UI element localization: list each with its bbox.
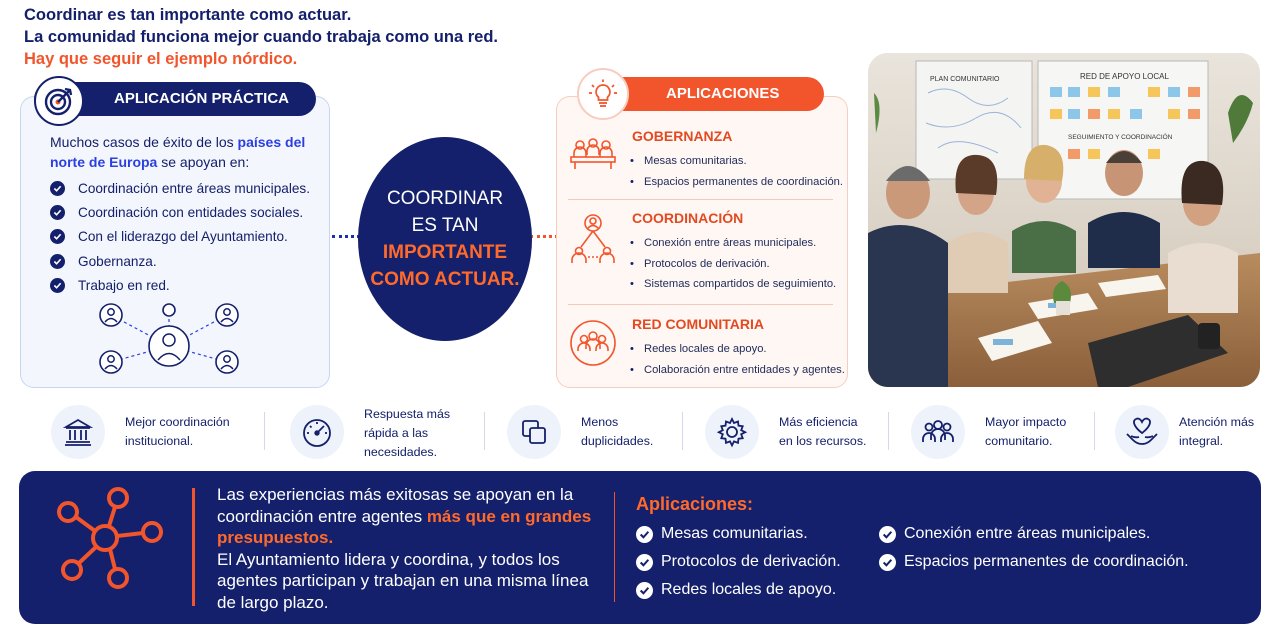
separator [682,412,683,450]
band-divider [192,488,195,606]
connector-right [530,235,558,238]
application-title: RED COMUNITARIA [632,316,764,332]
band-divider [614,492,615,602]
application-item: • Protocolos de derivación. [630,254,840,275]
applications-title: APLICACIONES [584,77,824,111]
check-icon [879,554,896,571]
application-item: • Espacios permanentes de coordinación. [630,172,840,193]
application-community-network [568,316,845,382]
band-statement [217,484,597,613]
list-item-label: Con el liderazgo del Ayuntamiento. [78,229,288,245]
intro-text-start: Muchos casos de éxito de los [50,134,238,150]
band-text-start: Las experiencias más exitosas se apoyan en la coordinación entre agentes [217,485,574,526]
benefit-line: Más eficiencia [779,415,858,429]
check-icon [50,229,65,244]
application-item: • Mesas comunitarias. [630,151,840,172]
application-title: GOBERNANZA [632,128,733,144]
list-item-label: Gobernanza. [78,253,157,269]
band-application-item [636,525,808,543]
check-icon [50,278,65,293]
benefit-item [507,402,653,462]
benefit-line: integral. [1179,434,1224,448]
benefit-item [705,402,866,462]
network-hub-icon [48,486,168,595]
check-icon [636,554,653,571]
header [24,4,498,70]
institution-icon [51,405,105,459]
intro-highlight: países del norte de Europa [50,134,306,170]
divider [568,304,833,305]
benefit-line: necesidades. [364,444,438,459]
application-item: • Colaboración entre entidades y agentes. [630,360,840,381]
overlap-squares-icon [507,405,561,459]
list-item [50,249,310,273]
speedometer-icon [290,405,344,459]
people-network-icon [95,300,245,385]
application-item: • Redes locales de apoyo. [630,339,840,360]
application-title: COORDINACIÓN [632,210,744,226]
separator [888,412,889,450]
board-label: RED DE APOYO LOCAL [1080,72,1169,81]
separator [264,412,265,450]
band-application-label: Protocolos de derivación. [661,553,841,570]
check-icon [50,205,65,220]
band-application-label: Redes locales de apoyo. [661,581,837,598]
check-icon [50,254,65,269]
benefit-item [911,402,1066,462]
people-group-icon [911,405,965,459]
center-line-4: COMO ACTUAR. [370,269,520,290]
band-application-item [636,581,836,599]
check-icon [636,526,653,543]
band-application-label: Mesas comunitarias. [661,525,808,542]
benefit-item [290,402,450,462]
list-item [50,273,310,297]
check-icon [636,582,653,599]
list-item-label: Trabajo en red. [78,277,170,293]
check-icon [879,526,896,543]
meeting-photo [868,53,1260,387]
application-item: • Sistemas compartidos de seguimiento. [630,274,840,295]
header-line-1: Coordinar es tan importante como actuar. [24,6,352,24]
board-label: PLAN COMUNITARIO [930,76,1000,83]
intro-text-end: se apoyan en: [157,154,250,170]
benefit-line: duplicidades. [581,434,654,448]
center-statement [358,137,532,341]
center-line-1: COORDINAR [386,188,504,209]
heart-hands-icon [1115,405,1169,459]
board-label: SEGUIMIENTO Y COORDINACIÓN [1068,134,1173,141]
benefit-line: Mejor coordinación [125,415,230,429]
connector-left [332,235,360,238]
divider [568,199,833,200]
practical-intro [50,132,320,172]
band-text-highlight: más que en grandes presupuestos. [217,506,592,547]
band-text-end: El Ayuntamiento lidera y coordina, y todos los agentes participan y trabajan en una misma línea de largo plazo. [217,549,589,612]
band-application-item [879,553,1189,571]
benefit-line: en los recursos. [779,434,867,448]
practical-list [50,176,310,297]
practical-title: APLICACIÓN PRÁCTICA [34,82,316,116]
benefit-line: comunitario. [985,434,1053,448]
list-item [50,200,310,224]
lightbulb-icon [577,68,629,120]
benefit-line: Menos [581,415,619,429]
people-connection-icon [568,216,618,266]
target-icon [34,76,84,126]
benefit-line: Respuesta más [364,406,451,421]
benefit-line: Mayor impacto [985,415,1067,429]
center-line-2: ES TAN [411,215,479,236]
benefit-line: Atención más [1179,415,1255,429]
application-item: • Conexión entre áreas municipales. [630,233,840,254]
band-application-label: Conexión entre áreas municipales. [904,525,1151,542]
list-item-label: Coordinación entre áreas municipales. [78,180,310,196]
application-governance [568,128,844,194]
band-application-item [879,525,1150,543]
band-application-label: Espacios permanentes de coordinación. [904,553,1189,570]
list-item [50,176,310,200]
center-line-3: IMPORTANTE [382,242,508,263]
list-item [50,225,310,249]
header-line-3: Hay que seguir el ejemplo nórdico. [24,50,298,68]
band-application-item [636,553,841,571]
benefit-line: rápida a las [364,425,429,440]
separator [484,412,485,450]
benefit-item [1115,402,1254,462]
header-line-2: La comunidad funciona mejor cuando trabaja como una red. [24,28,498,46]
gear-icon [705,405,759,459]
application-coordination [568,210,838,298]
benefit-item [51,402,230,462]
community-group-icon [568,318,618,368]
separator [1094,412,1095,450]
meeting-table-icon [568,128,618,178]
benefit-line: institucional. [125,434,194,448]
band-applications-title: Aplicaciones: [636,494,754,514]
check-icon [50,181,65,196]
list-item-label: Coordinación con entidades sociales. [78,204,304,220]
